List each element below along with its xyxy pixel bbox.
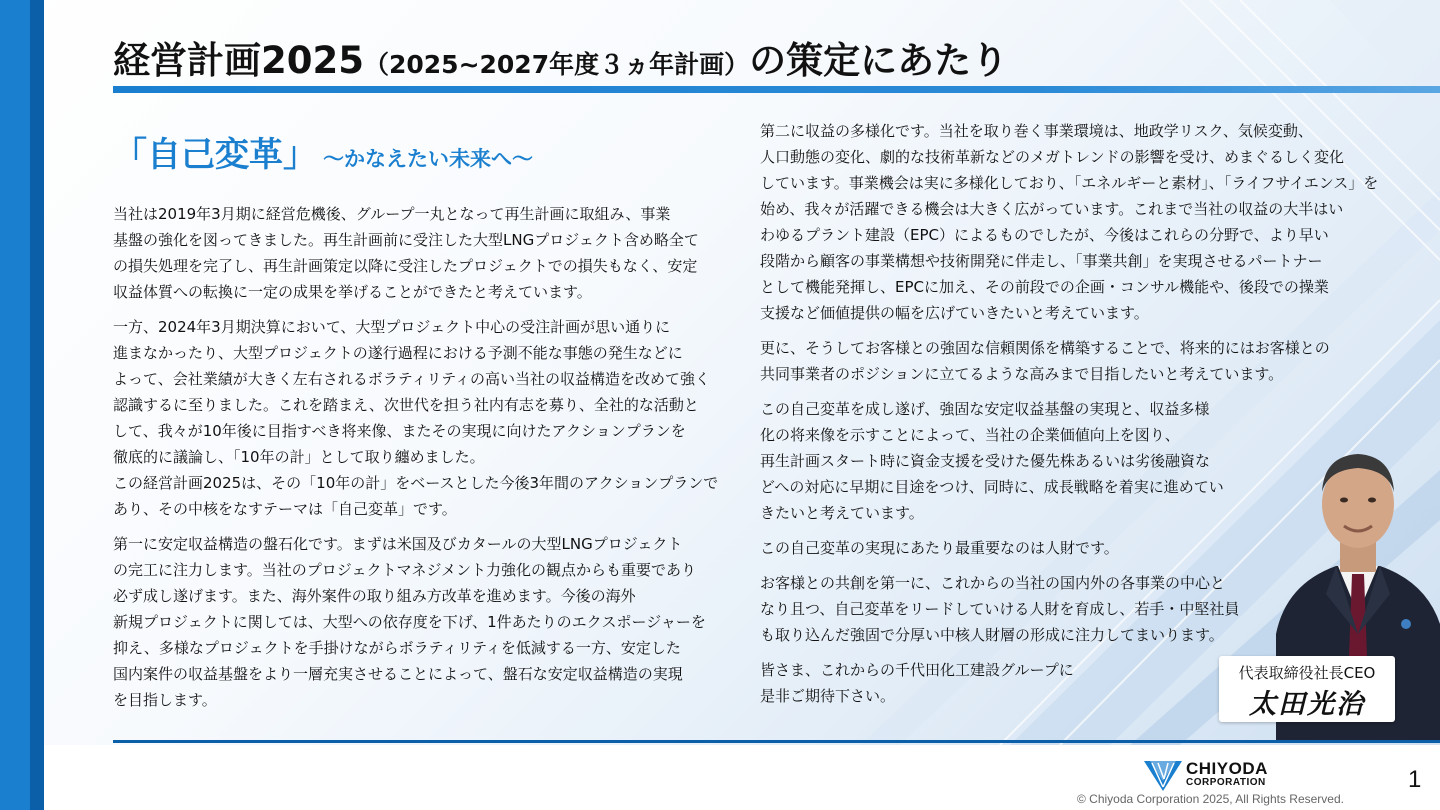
headline-main: 「自己変革」: [113, 135, 317, 175]
paragraph-line: 国内案件の収益基盤をより一層充実させることによって、盤石な安定収益構造の実現: [113, 665, 683, 683]
paragraph-line: しています。事業機会は実に多様化しており、「エネルギーと素材」、「ライフサイエンス」を: [760, 174, 1379, 192]
left-text-column: [113, 201, 733, 713]
paragraph-line: の完工に注力します。当社のプロジェクトマネジメント力強化の観点からも重要であり: [113, 561, 697, 579]
ceo-position: 代表取締役社長CEO: [1238, 664, 1376, 682]
paragraph-line: あり、その中核をなすテーマは「自己変革」です。: [113, 500, 457, 518]
paragraph-line: 基盤の強化を図ってきました。再生計画前に受注した大型LNGプロジェクト含め略全て: [113, 231, 699, 249]
paragraph-gap: [760, 387, 1380, 396]
title-main-suffix: の策定にあたり: [749, 39, 1009, 82]
paragraph-line: わゆるプラント建設（EPC）によるものでしたが、今後はこれらの分野で、より早い: [760, 226, 1329, 244]
paragraph-line: 人口動態の変化、劇的な技術革新などのメガトレンドの影響を受け、めまぐるしく変化: [760, 148, 1345, 166]
footer-rule: [113, 740, 1440, 743]
paragraph-line: 一方、2024年3月期決算において、大型プロジェクト中心の受注計画が思い通りに: [113, 318, 671, 336]
paragraph-line: なり且つ、自己変革をリードしていける人財を育成し、若手・中堅社員: [760, 600, 1240, 618]
paragraph-line: どへの対応に早期に目途をつけ、同時に、成長戦略を着実に進めてい: [760, 478, 1224, 496]
paragraph-line: して、我々が10年後に目指すべき将来像、またその実現に向けたアクションプランを: [113, 422, 686, 440]
paragraph-line: 進まなかったり、大型プロジェクトの遂行過程における予測不能な事態の発生などに: [113, 344, 683, 362]
title-sub: （2025~2027年度３ヵ年計画）: [363, 50, 750, 79]
paragraph-line: 抑え、多様なプロジェクトを手掛けながらボラティリティを低減する一方、安定した: [113, 639, 681, 657]
paragraph-line: 是非ご期待下さい。: [760, 687, 896, 705]
title-underline: [113, 86, 1440, 93]
paragraph-line: 認識するに至りました。これを踏まえ、次世代を担う社内有志を募り、全社的な活動と: [113, 396, 699, 414]
signature-card: [1219, 656, 1395, 722]
paragraph-line: この経営計画2025は、その「10年の計」をベースとした今後3年間のアクションプランで: [113, 474, 719, 492]
paragraph-line: 更に、そうしてお客様との強固な信頼関係を構築することで、将来的にはお客様との: [760, 339, 1330, 357]
left-accent-bar-inner: [30, 0, 44, 810]
paragraph-gap: [113, 522, 733, 531]
paragraph-line: よって、会社業績が大きく左右されるボラティリティの高い当社の収益構造を改めて強く: [113, 370, 711, 388]
paragraph-line: きたいと考えています。: [760, 504, 924, 522]
headline-tagline: ～かなえたい未来へ～: [323, 147, 533, 171]
paragraph-line: 皆さま、これからの千代田化工建設グループに: [760, 661, 1074, 679]
paragraph-line: を目指します。: [113, 691, 217, 709]
paragraph-line: 再生計画スタート時に資金支援を受けた優先株あるいは劣後融資な: [760, 452, 1211, 470]
title-main-prefix: 経営計画2025: [113, 39, 364, 82]
paragraph-line: も取り込んだ強固で分厚い中核人財層の形成に注力してまいります。: [760, 626, 1224, 644]
paragraph-line: 化の将来像を示すことによって、当社の企業価値向上を図り、: [760, 426, 1180, 444]
paragraph-line: 新規プロジェクトに関しては、大型への依存度を下げ、1件あたりのエクスポージャーを: [113, 613, 706, 631]
paragraph-line: 共同事業者のポジションに立てるような高みまで目指したいと考えています。: [760, 365, 1284, 383]
paragraph-line: 収益体質への転換に一定の成果を挙げることができたと考えています。: [113, 283, 592, 301]
ceo-signature: 太田光治: [1249, 689, 1365, 720]
copyright: © Chiyoda Corporation 2025, All Rights Reserved.: [1077, 792, 1344, 806]
paragraph-line: 徹底的に議論し、「10年の計」として取り纏めました。: [113, 448, 485, 466]
paragraph-line: この自己変革を成し遂げ、強固な安定収益基盤の実現と、収益多様: [760, 400, 1210, 418]
paragraph-line: 段階から顧客の事業構想や技術開発に伴走し、「事業共創」を実現させるパートナー: [760, 252, 1323, 270]
headline: [113, 127, 533, 176]
logo-line-1: CHIYODA: [1186, 759, 1268, 778]
paragraph-line: 支援など価値提供の幅を広げていきたいと考えています。: [760, 304, 1149, 322]
paragraph-line: 必ず成し遂げます。また、海外案件の取り組み方改革を進めます。今後の海外: [113, 587, 636, 605]
page-title: [113, 30, 1008, 84]
logo-line-2: CORPORATION: [1186, 777, 1266, 788]
company-logo-text: [1186, 760, 1268, 789]
paragraph-gap: [760, 326, 1380, 335]
paragraph-gap: [113, 305, 733, 314]
page-number: 1: [1408, 766, 1422, 793]
paragraph-line: この自己変革の実現にあたり最重要なのは人財です。: [760, 539, 1119, 557]
paragraph-line: 始め、我々が活躍できる機会は大きく広がっています。これまで当社の収益の大半はい: [760, 200, 1344, 218]
paragraph-line: として機能発揮し、EPCに加え、その前段での企画・コンサル機能や、後段での操業: [760, 278, 1329, 296]
paragraph-line: 第二に収益の多様化です。当社を取り巻く事業環境は、地政学リスク、気候変動、: [760, 122, 1313, 140]
paragraph-line: お客様との共創を第一に、これからの当社の国内外の各事業の中心と: [760, 574, 1226, 592]
paragraph-line: の損失処理を完了し、再生計画策定以降に受注したプロジェクトでの損失もなく、安定: [113, 257, 698, 275]
paragraph-line: 第一に安定収益構造の盤石化です。まずは米国及びカタールの大型LNGプロジェクト: [113, 535, 683, 553]
paragraph-line: 当社は2019年3月期に経営危機後、グループ一丸となって再生計画に取組み、事業: [113, 205, 671, 223]
